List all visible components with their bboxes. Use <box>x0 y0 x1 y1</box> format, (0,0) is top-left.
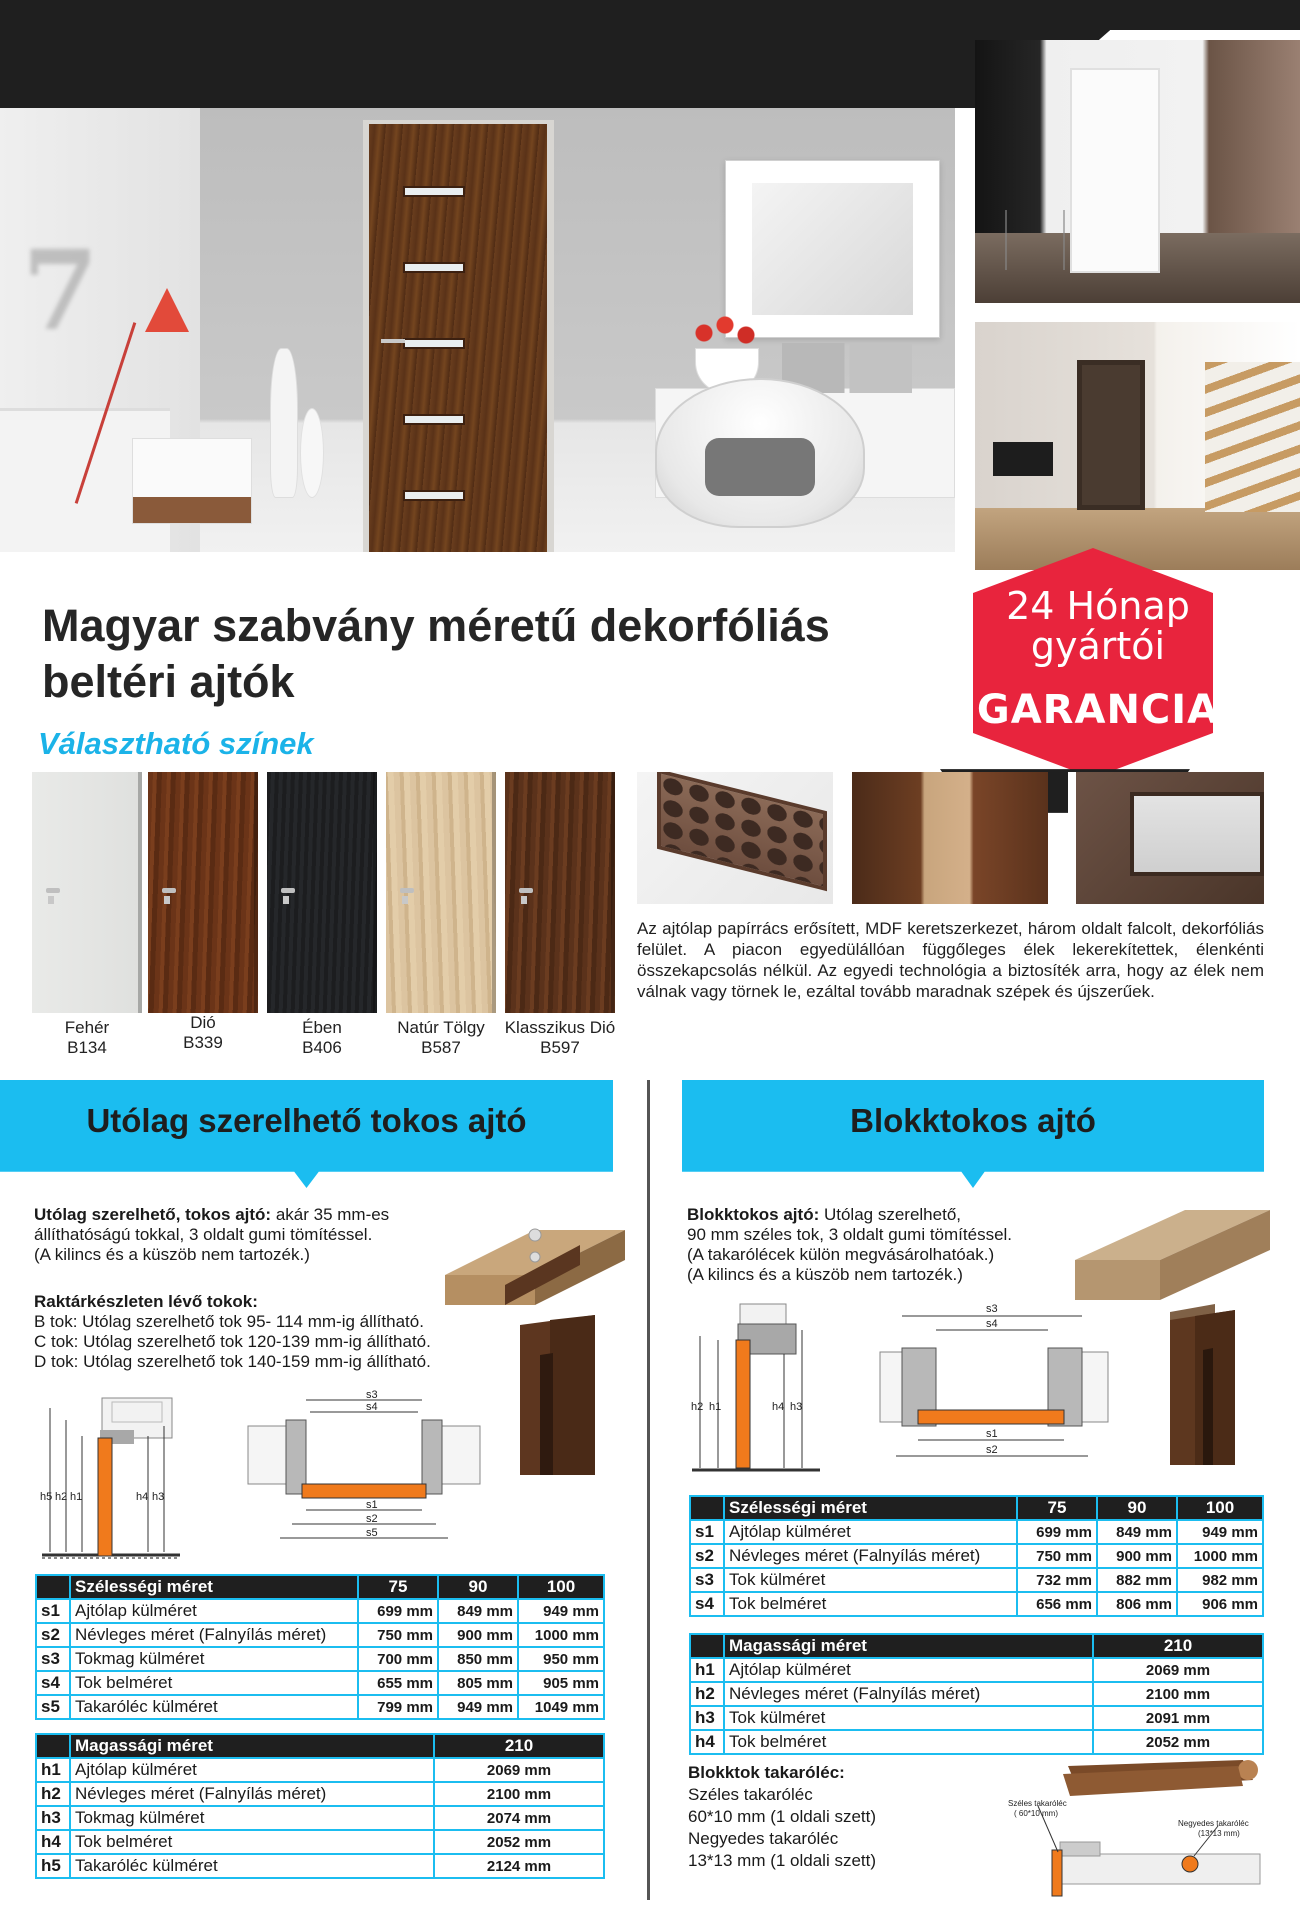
dim-label-h3: h3 <box>790 1401 803 1413</box>
dim-label-h1: h1 <box>709 1401 722 1413</box>
stock-frames: Raktárkészleten lévő tokok: B tok: Utólag szerelhető tok 95- 114 mm-ig állítható. C tok: Utólag szerelhető tok 120-139 mm-ig állítható. D tok: Utólag szerelhető tok 140-159 mm-ig állítható. <box>34 1292 431 1371</box>
dim-label-h5: h5 <box>40 1491 53 1503</box>
trim-quarter-label: Negyedes takaróléc <box>1178 1819 1249 1828</box>
trim-wide-label: Széles takaróléc <box>1008 1799 1067 1808</box>
swatch-feher <box>32 772 142 1013</box>
product-description: Az ajtólap papírrács erősített, MDF keretszerkezet, három oldalt falcolt, dekorfóliás felület. A piacon egyedülállóan függőleges élek lekerekítettek, élenkénti összekapcsolás nélkül. Az egyedi technológia a biztosíték arra, hogy az élek nem válnak vagy törnek le, ezáltal tovább maradnak szépek és újszerűek. <box>637 919 1264 1001</box>
dark-door-interior-photo <box>975 322 1300 570</box>
top-black-strip <box>1110 0 1300 30</box>
dim-label-s3: s3 <box>366 1390 378 1401</box>
section-heading-blokktokos: Blokktokos ajtó <box>682 1080 1264 1188</box>
trim-description: Blokktok takaróléc: Széles takaróléc 60*10 mm (1 oldali szett) Negyedes takaróléc 13*13 mm (1 oldali szett) <box>688 1763 877 1870</box>
swatch-label-klasszikus-dio: Klasszikus Dió B597 <box>504 1018 616 1057</box>
blokktokos-dimension-diagram <box>690 1300 1110 1480</box>
tokos-intro: Utólag szerelhető, tokos ajtó: akár 35 mm-es állíthatóságú tokkal, 3 oldalt gumi tömítéssel. (A kilincs és a küszöb nem tartozék.) <box>34 1205 390 1264</box>
section-heading-tokos: Utólag szerelhető tokos ajtó <box>0 1080 613 1188</box>
swatch-label-feher: Fehér B134 <box>64 1018 110 1057</box>
featured-door <box>369 124 547 552</box>
table-row: h2 Névleges méret (Falnyílás méret) 2100 mm <box>36 1782 604 1806</box>
swatch-eben <box>267 772 377 1013</box>
table-row: h3 Tokmag külméret 2074 mm <box>36 1806 604 1830</box>
trim-quarter-dim: (13*13 mm) <box>1198 1829 1240 1838</box>
table-row: s4 Tok belméret 655 mm 805 mm 905 mm <box>36 1671 604 1695</box>
column-divider <box>647 1080 650 1900</box>
dim-label-h2: h2 <box>55 1491 68 1503</box>
table-row: h2 Névleges méret (Falnyílás méret) 2100 mm <box>690 1682 1263 1706</box>
dim-label-s2: s2 <box>986 1444 998 1456</box>
edge-detail-photo <box>852 772 1048 904</box>
table-row: h1 Ajtólap külméret 2069 mm <box>690 1658 1263 1682</box>
badge-guarantee: GARANCIA <box>976 687 1220 733</box>
dim-label-s4: s4 <box>986 1318 998 1330</box>
dim-label-s1: s1 <box>986 1428 998 1440</box>
warranty-badge <box>968 548 1218 778</box>
dim-label-h4: h4 <box>772 1401 785 1413</box>
table-row: s2 Névleges méret (Falnyílás méret) 750 mm 900 mm 1000 mm <box>36 1623 604 1647</box>
swatch-natur-tolgy <box>386 772 496 1013</box>
table-row: h5 Takaróléc külméret 2124 mm <box>36 1854 604 1878</box>
tokos-dimension-diagram <box>40 1390 620 1570</box>
dim-label-h3: h3 <box>152 1491 165 1503</box>
dim-label-s3: s3 <box>986 1303 998 1315</box>
table-row: h4 Tok belméret 2052 mm <box>36 1830 604 1854</box>
swatch-label-natur-tolgy: Natúr Tölgy B587 <box>397 1018 485 1057</box>
dim-label-h4: h4 <box>136 1491 149 1503</box>
dim-label-s1: s1 <box>366 1499 378 1511</box>
table-row: s3 Tokmag külméret 700 mm 850 mm 950 mm <box>36 1647 604 1671</box>
table-row: s5 Takaróléc külméret 799 mm 949 mm 1049 mm <box>36 1695 604 1719</box>
trim-illustration <box>1008 1756 1270 1902</box>
table-row: h3 Tok külméret 2091 mm <box>690 1706 1263 1730</box>
swatch-label-eben: Ében B406 <box>302 1018 342 1057</box>
table-row: s2 Névleges méret (Falnyílás méret) 750 mm 900 mm 1000 mm <box>690 1544 1263 1568</box>
honeycomb-core-photo <box>637 772 833 904</box>
top-black-banner <box>0 0 1110 108</box>
dim-label-s2: s2 <box>366 1513 378 1525</box>
table-row: s3 Tok külméret 732 mm 882 mm 982 mm <box>690 1568 1263 1592</box>
dim-label-h2: h2 <box>691 1401 704 1413</box>
tokos-height-table: Magassági méret 210 h1 Ajtólap külméret 2069 mm h2 Névleges méret (Falnyílás méret) 2100 mm h3 Tokmag külméret 2074 mm h4 Tok belméret 2052 mm h5 Takaróléc külméret 2124 mm <box>35 1733 605 1879</box>
blokktokos-height-table: Magassági méret 210 h1 Ajtólap külméret 2069 mm h2 Névleges méret (Falnyílás méret) 2100 mm h3 Tok külméret 2091 mm h4 Tok belméret 2052 mm <box>689 1633 1264 1755</box>
badge-manufacturer: gyártói <box>1030 624 1166 668</box>
swatch-klasszikus-dio <box>505 772 615 1013</box>
table-row: h1 Ajtólap külméret 2069 mm <box>36 1758 604 1782</box>
blokktokos-intro: Blokktokos ajtó: Utólag szerelhető, 90 mm széles tok, 3 oldalt gumi tömítéssel. (A takarólécek külön megvásárolhatóak.) (A kilincs és a küszöb nem tartozék.) <box>687 1205 1013 1284</box>
table-row: s1 Ajtólap külméret 699 mm 849 mm 949 mm <box>36 1599 604 1623</box>
trim-wide-dim: ( 60*10 mm) <box>1014 1809 1059 1818</box>
table-row: h4 Tok belméret 2052 mm <box>690 1730 1263 1754</box>
dim-label-s5: s5 <box>366 1527 378 1539</box>
swatch-dio <box>148 772 258 1013</box>
badge-months: 24 Hónap <box>1006 584 1190 628</box>
colors-heading: Választható színek <box>38 726 314 761</box>
white-door-interior-photo <box>975 40 1300 303</box>
table-row: s1 Ajtólap külméret 699 mm 849 mm 949 mm <box>690 1520 1263 1544</box>
table-row: s4 Tok belméret 656 mm 806 mm 906 mm <box>690 1592 1263 1616</box>
blokktokos-width-table: Szélességi méret 75 90 100 s1 Ajtólap külméret 699 mm 849 mm 949 mm s2 Névleges méret (Falnyílás méret) 750 mm 900 mm 1000 mm s3 Tok külméret 732 mm 882 mm 982 mm s4 Tok belméret 656 mm 806 mm 906 mm <box>689 1495 1264 1617</box>
swatch-label-dio: Dió B339 <box>183 1013 223 1052</box>
glass-frame-detail-photo <box>1068 772 1264 904</box>
dim-label-h1: h1 <box>70 1491 83 1503</box>
dim-label-s4: s4 <box>366 1401 378 1413</box>
hero-living-room-photo: 7 <box>0 108 955 552</box>
page-title: Magyar szabvány méretű dekorfóliás beltéri ajtók <box>42 600 830 707</box>
tokos-width-table: Szélességi méret 75 90 100 s1 Ajtólap külméret 699 mm 849 mm 949 mm s2 Névleges méret (Falnyílás méret) 750 mm 900 mm 1000 mm s3 Tokmag külméret 700 mm 850 mm 950 mm s4 Tok belméret 655 mm 805 mm 905 mm s5 Takaróléc külméret 799 mm 949 mm 1049 mm <box>35 1574 605 1720</box>
